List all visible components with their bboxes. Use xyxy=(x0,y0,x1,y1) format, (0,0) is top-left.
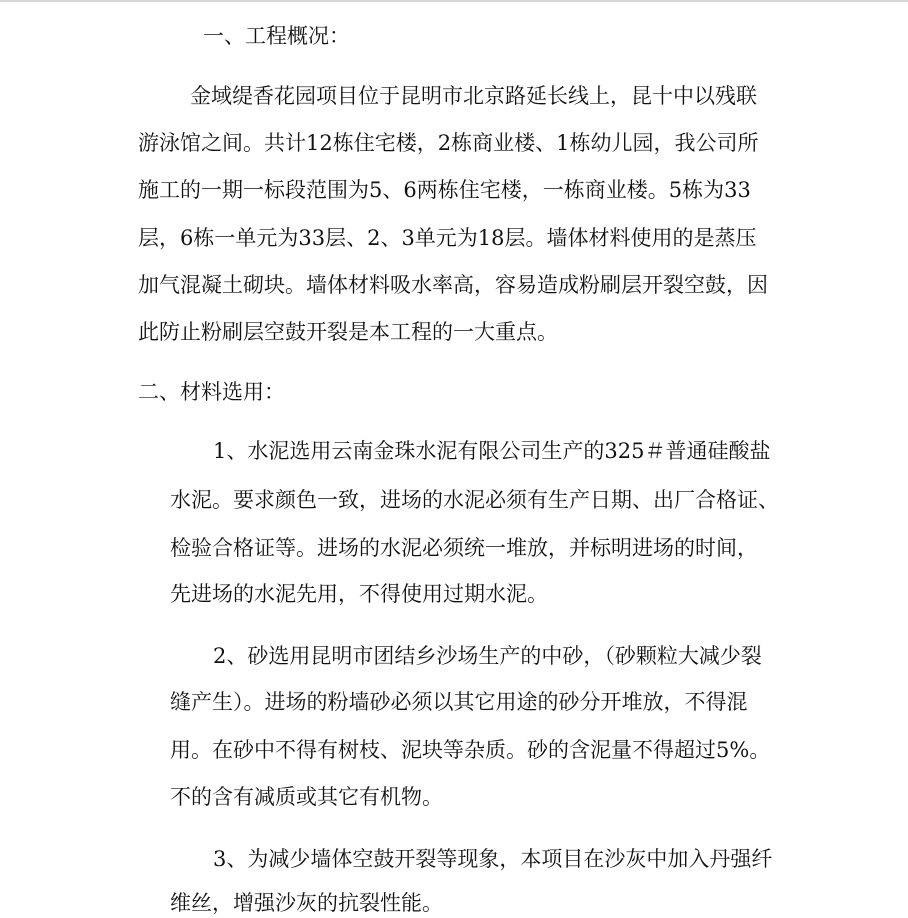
section-heading-overview: 一、工程概况： xyxy=(203,24,350,48)
paragraph-line: 检验合格证等。进场的水泥必须统一堆放，并标明进场的时间， xyxy=(170,536,758,560)
paragraph-line: 缝产生）。进场的粉墙砂必须以其它用途的砂分开堆放，不得混 xyxy=(170,690,748,714)
paragraph-line: 金域缇香花园项目位于昆明市北京路延长线上，昆十中以残联 xyxy=(190,84,757,108)
paragraph-line: 先进场的水泥先用，不得使用过期水泥。 xyxy=(170,582,548,606)
paragraph-line: 1、水泥选用云南金珠水泥有限公司生产的325＃普通硅酸盐 xyxy=(213,439,771,463)
paragraph-line: 水泥。要求颜色一致，进场的水泥必须有生产日期、出厂合格证、 xyxy=(170,488,779,512)
paragraph-line: 2、砂选用昆明市团结乡沙场生产的中砂，（砂颗粒大减少裂 xyxy=(213,644,762,668)
paragraph-line: 3、为减少墙体空鼓开裂等现象，本项目在沙灰中加入丹强纤 xyxy=(213,847,773,871)
paragraph-line: 维丝，增强沙灰的抗裂性能。 xyxy=(170,891,443,915)
paragraph-line: 用。在砂中不得有树枝、泥块等杂质。砂的含泥量不得超过5%。 xyxy=(170,738,771,762)
page-top-border xyxy=(0,0,908,2)
paragraph-line: 不的含有减质或其它有机物。 xyxy=(170,785,443,809)
paragraph-line: 此防止粉刷层空鼓开裂是本工程的一大重点。 xyxy=(138,320,558,344)
paragraph-line: 游泳馆之间。共计12栋住宅楼，2栋商业楼、1栋幼儿园，我公司所 xyxy=(138,131,759,155)
section-heading-materials: 二、材料选用： xyxy=(138,380,285,404)
paragraph-line: 层，6栋一单元为33层、2、3单元为18层。墙体材料使用的是蒸压 xyxy=(138,226,757,250)
paragraph-line: 加气混凝土砌块。墙体材料吸水率高，容易造成粉刷层开裂空鼓，因 xyxy=(138,273,768,297)
paragraph-line: 施工的一期一标段范围为5、6两栋住宅楼，一栋商业楼。5栋为33 xyxy=(138,178,751,202)
